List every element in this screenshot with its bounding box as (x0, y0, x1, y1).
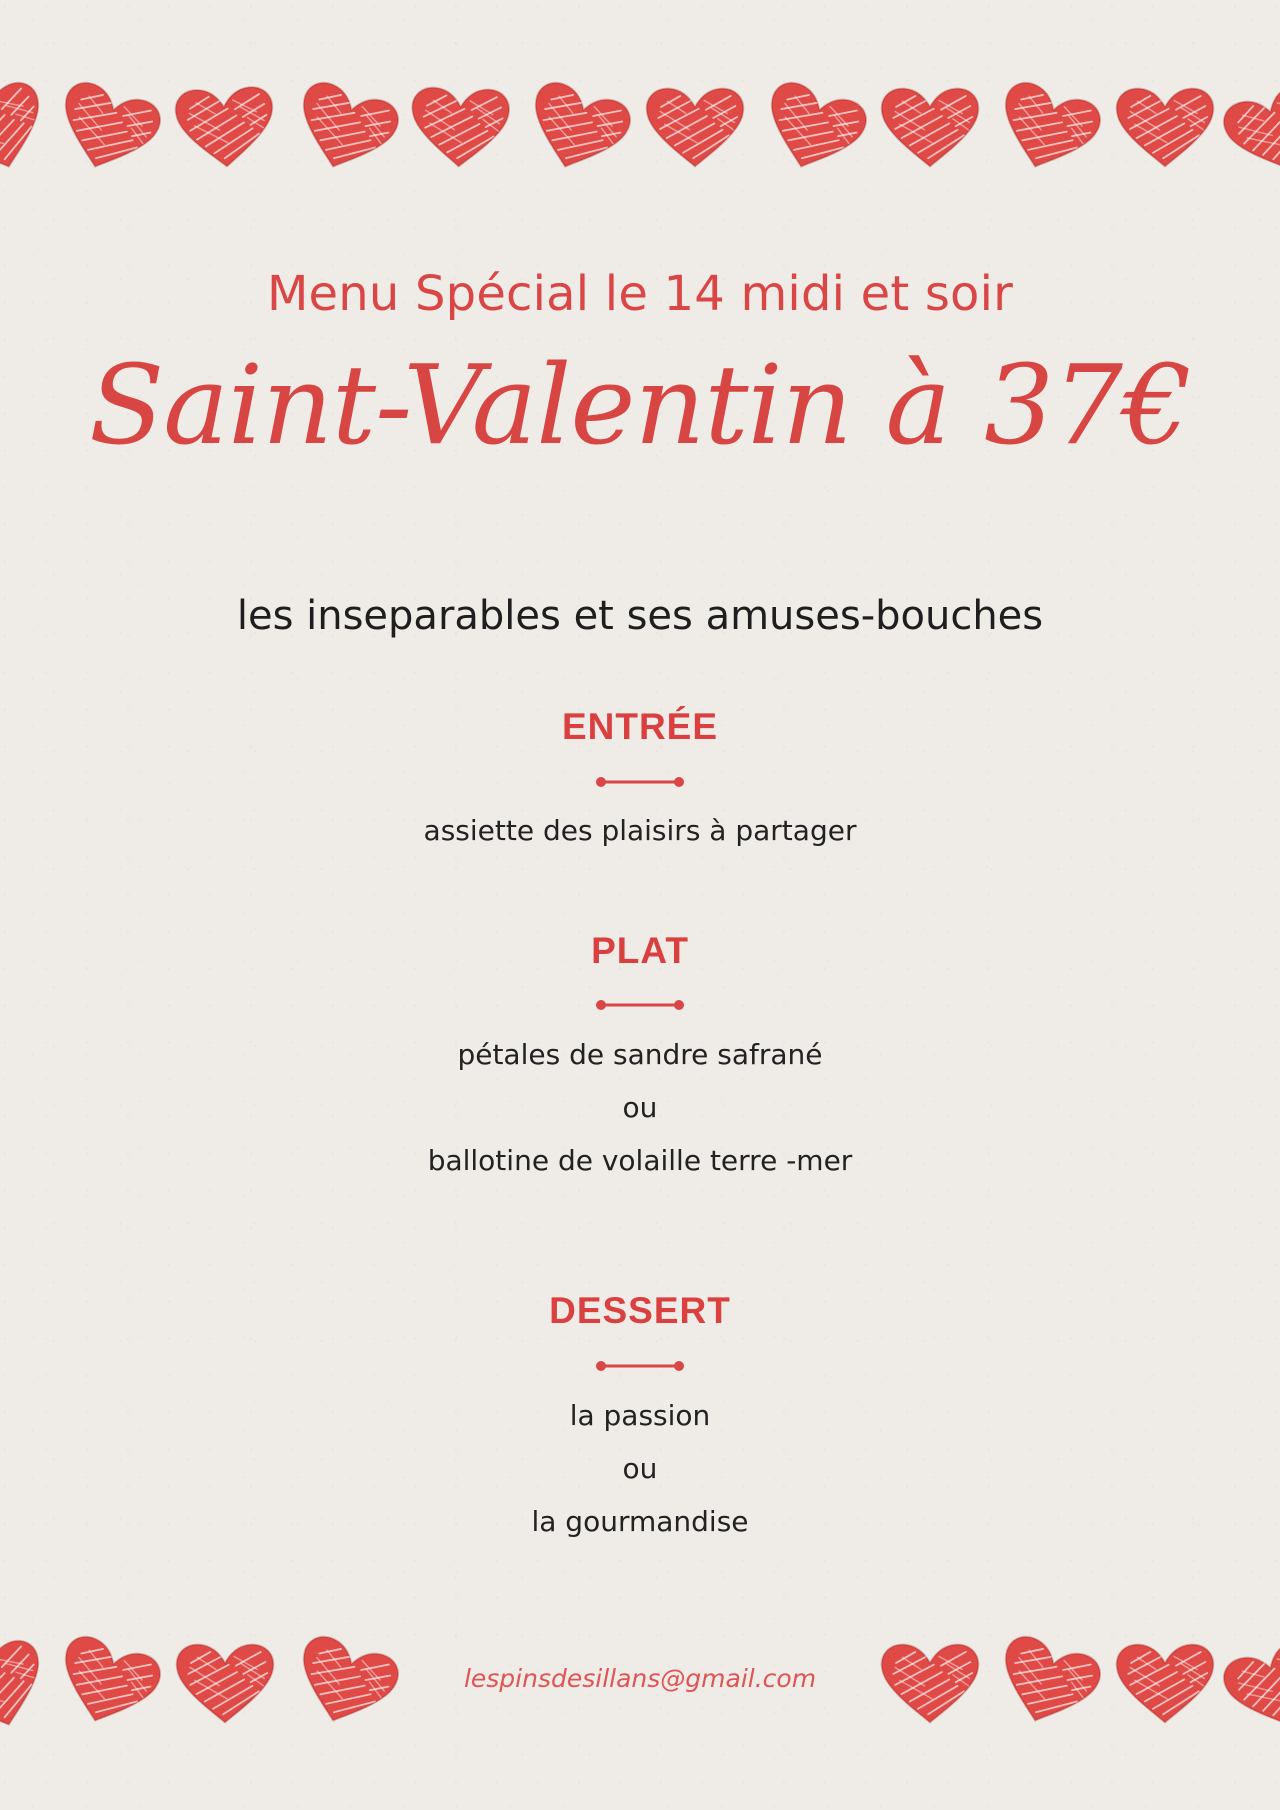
divider-icon (595, 776, 685, 788)
dessert-item: la passion (569, 1399, 711, 1432)
section-title-dessert: DESSERT (549, 1290, 731, 1331)
section-title-entree: ENTRÉE (561, 706, 719, 747)
dessert-item: la gourmandise (531, 1505, 749, 1538)
divider-icon (595, 1360, 685, 1372)
plat-item: pétales de sandre safrané (457, 1038, 823, 1071)
plat-item: ballotine de volaille terre -mer (427, 1144, 853, 1177)
menu-title: Saint-Valentin à 37€ (88, 341, 1192, 469)
plat-separator: ou (622, 1091, 658, 1124)
section-title-plat: PLAT (591, 930, 689, 971)
menu-subtitle: Menu Spécial le 14 midi et soir (266, 266, 1014, 322)
entree-item: assiette des plaisirs à partager (423, 814, 857, 847)
divider-icon (595, 999, 685, 1011)
contact-email: lespinsdesillans@gmail.com (463, 1664, 817, 1693)
dessert-separator: ou (622, 1452, 658, 1485)
amuse-bouche-line: les inseparables et ses amuses-bouches (236, 593, 1044, 639)
